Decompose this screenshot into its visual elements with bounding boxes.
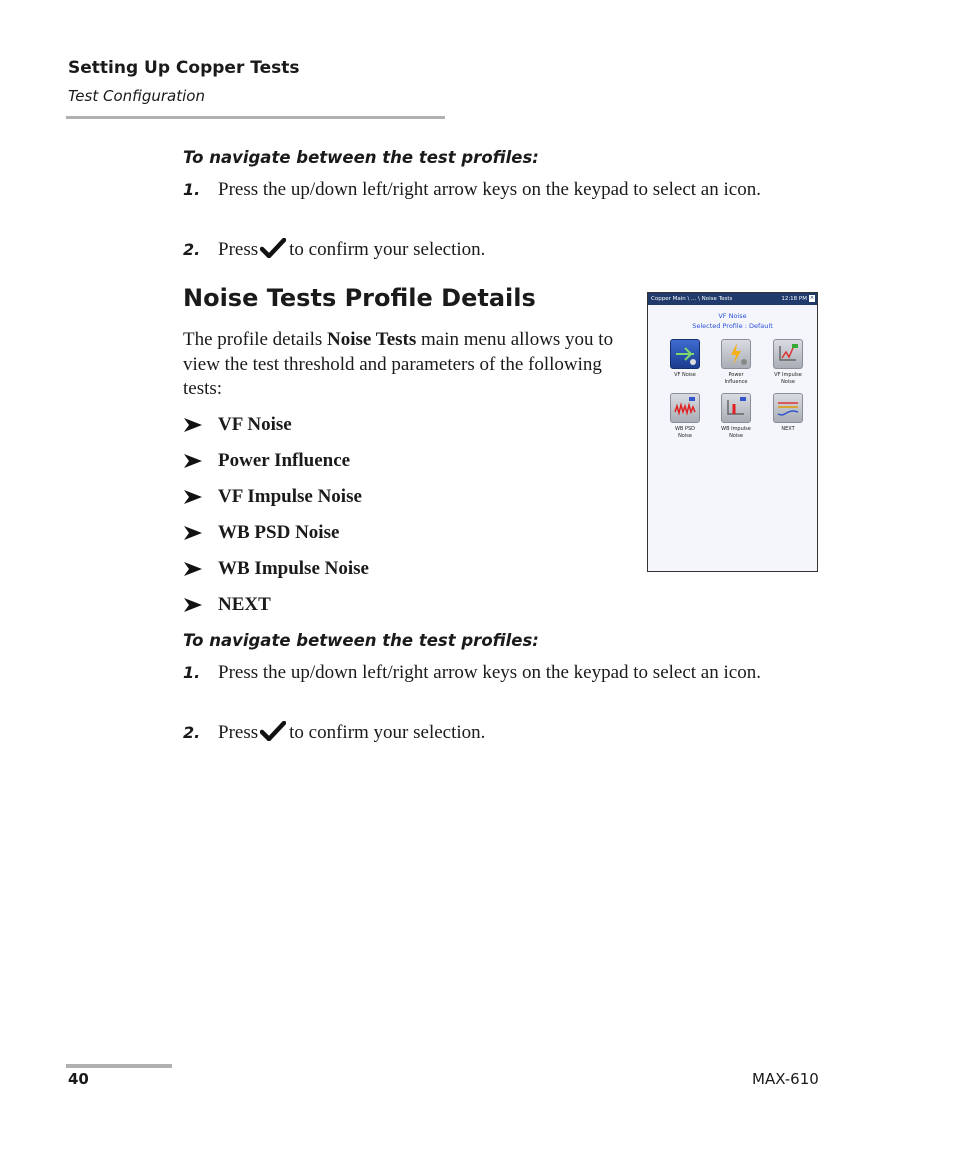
tile-caption: VF Noise xyxy=(674,372,696,378)
step-text: Press the up/down left/right arrow keys on the keypad to select an icon. xyxy=(218,662,761,683)
step-number: 2. xyxy=(183,240,201,259)
device-title-bar xyxy=(648,293,817,305)
wb-impulse-noise-icon xyxy=(721,393,751,423)
procedure-heading: To navigate between the test profiles: xyxy=(183,631,539,650)
arrow-bullet-icon xyxy=(183,489,203,505)
footer-rule xyxy=(66,1064,172,1068)
tile-caption: WB PSD Noise xyxy=(674,426,695,439)
intro-before: The profile details xyxy=(183,329,328,350)
impulse-noise-icon xyxy=(773,339,803,369)
tile-vf-noise[interactable] xyxy=(663,339,707,391)
product-name: MAX-610 xyxy=(752,1070,819,1088)
close-icon[interactable]: × xyxy=(809,295,815,301)
step-text: Press the up/down left/right arrow keys on the keypad to select an icon. xyxy=(218,179,761,200)
psd-noise-icon xyxy=(670,393,700,423)
device-breadcrumb[interactable]: Copper Main \ ... \ Noise Tests xyxy=(651,296,733,302)
arrow-bullet-icon xyxy=(183,525,203,541)
section-heading: Noise Tests Profile Details xyxy=(183,284,536,312)
tile-power-influence[interactable] xyxy=(714,339,758,391)
tile-caption: NEXT xyxy=(781,426,795,432)
tile-caption: WB Impulse Noise xyxy=(721,426,751,439)
tile-caption: VF Impulse Noise xyxy=(774,372,802,385)
next-crosstalk-icon xyxy=(773,393,803,423)
arrow-bullet-icon xyxy=(183,417,203,433)
intro-paragraph xyxy=(183,328,645,402)
step-number: 1. xyxy=(183,663,201,682)
step-text-before: Press xyxy=(218,239,259,260)
tile-caption: Power Influence xyxy=(724,372,748,385)
step-text-after: to confirm your selection. xyxy=(289,239,486,260)
arrow-bullet-icon xyxy=(183,597,203,613)
arrow-bullet-icon xyxy=(183,561,203,577)
bullet-label: VF Noise xyxy=(218,414,292,435)
step-text xyxy=(218,721,793,746)
checkmark-icon xyxy=(260,238,286,258)
chapter-title: Setting Up Copper Tests xyxy=(68,58,300,78)
bullet-label: Power Influence xyxy=(218,450,351,471)
section-subtitle: Test Configuration xyxy=(68,87,205,105)
intro-after: main menu allows you to view the test threshold and parameters of the following tests: xyxy=(183,329,614,399)
step-text-before: Press xyxy=(218,722,259,743)
tile-wb-impulse-noise[interactable] xyxy=(714,393,758,445)
bullet-label: WB Impulse Noise xyxy=(218,558,369,579)
bullet-label: WB PSD Noise xyxy=(218,522,340,543)
procedure-step xyxy=(183,178,793,228)
page-number: 40 xyxy=(68,1070,89,1088)
checkmark-icon xyxy=(260,721,286,741)
step-number: 1. xyxy=(183,180,201,199)
header-rule xyxy=(66,116,445,119)
procedure-step xyxy=(183,661,793,711)
device-screenshot xyxy=(647,292,818,572)
procedure-heading: To navigate between the test profiles: xyxy=(183,148,539,167)
arrow-bullet-icon xyxy=(183,453,203,469)
tile-wb-psd-noise[interactable] xyxy=(663,393,707,445)
lightning-icon xyxy=(721,339,751,369)
step-text xyxy=(218,238,793,263)
procedure-step xyxy=(183,721,793,746)
tile-next[interactable] xyxy=(766,393,810,445)
procedure-step xyxy=(183,238,793,263)
bullet-label: VF Impulse Noise xyxy=(218,486,362,507)
intro-bold: Noise Tests xyxy=(327,329,417,350)
step-text-after: to confirm your selection. xyxy=(289,722,486,743)
device-clock: 12:18 PM xyxy=(781,296,807,302)
device-profile-label: Selected Profile : Default xyxy=(692,322,773,330)
tile-vf-impulse-noise[interactable] xyxy=(766,339,810,391)
bullet-label: NEXT xyxy=(218,594,271,615)
vf-noise-icon xyxy=(670,339,700,369)
step-number: 2. xyxy=(183,723,201,742)
device-test-title: VF Noise xyxy=(718,312,747,320)
